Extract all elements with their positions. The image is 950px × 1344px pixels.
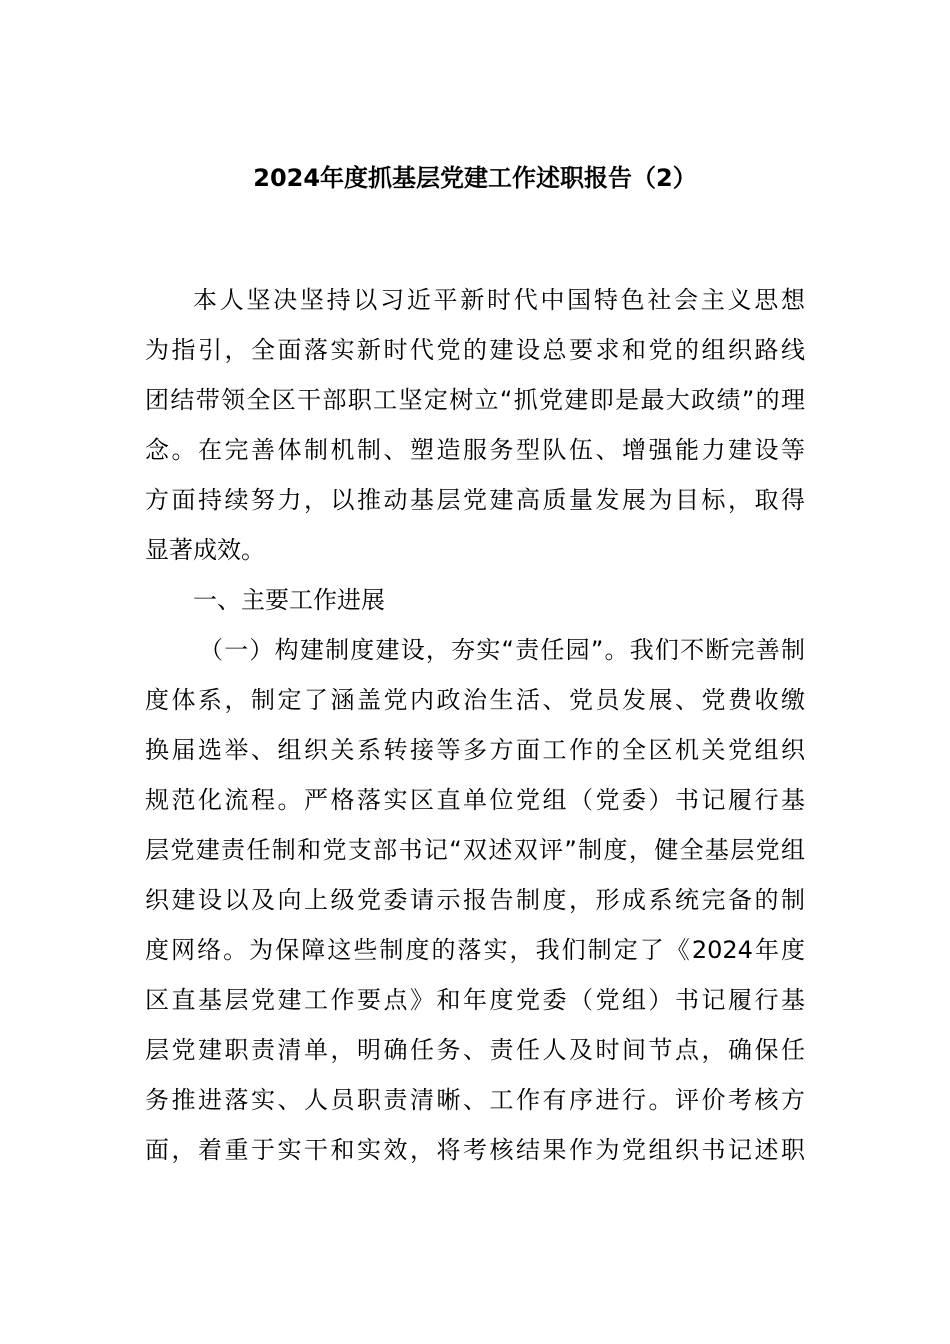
text-line: 本人坚决坚持以习近平新时代中国特色社会主义思想 <box>193 286 805 314</box>
document-title: 2024年度抓基层党建工作述职报告（2） <box>253 164 697 192</box>
text-line: 为指引，全面落实新时代党的建设总要求和党的组织路线 <box>145 336 805 364</box>
text-line: 度网络。为保障这些制度的落实，我们制定了《2024年度 <box>145 936 805 964</box>
text-line: 面，着重于实干和实效，将考核结果作为党组织书记述职 <box>145 1136 805 1164</box>
text-line: 团结带领全区干部职工坚定树立“抓党建即是最大政绩”的理 <box>145 386 805 414</box>
text-line: 区直基层党建工作要点》和年度党委（党组）书记履行基 <box>145 986 805 1014</box>
text-line: 方面持续努力，以推动基层党建高质量发展为目标，取得 <box>145 486 805 514</box>
text-line: 换届选举、组织关系转接等多方面工作的全区机关党组织 <box>145 736 805 764</box>
section-heading: 一、主要工作进展 <box>193 586 385 614</box>
text-line: 规范化流程。严格落实区直单位党组（党委）书记履行基 <box>145 786 805 814</box>
text-line: 度体系，制定了涵盖党内政治生活、党员发展、党费收缴 <box>145 686 805 714</box>
text-line: 层党建职责清单，明确任务、责任人及时间节点，确保任 <box>145 1036 805 1064</box>
text-line: 织建设以及向上级党委请示报告制度，形成系统完备的制 <box>145 886 805 914</box>
subsection-heading-line: （一）构建制度建设，夯实“责任园”。我们不断完善制 <box>199 636 805 664</box>
text-line: 显著成效。 <box>145 536 265 564</box>
text-line: 务推进落实、人员职责清晰、工作有序进行。评价考核方 <box>145 1086 805 1114</box>
text-line: 层党建责任制和党支部书记“双述双评”制度，健全基层党组 <box>145 836 805 864</box>
text-line: 念。在完善体制机制、塑造服务型队伍、增强能力建设等 <box>145 436 805 464</box>
